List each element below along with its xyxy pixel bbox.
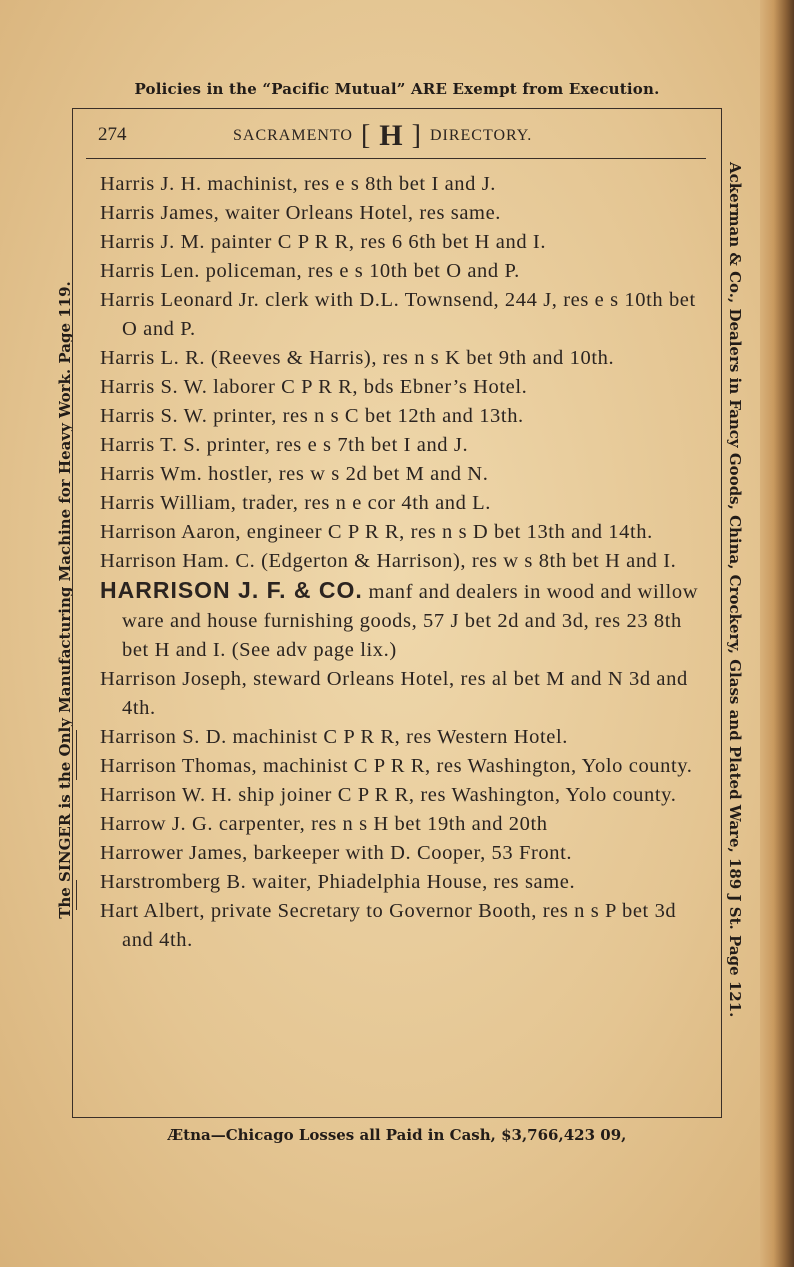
featured-directory-entry: [100, 576, 704, 665]
directory-entry: Harris Len. policeman, res e s 10th bet O and P.: [100, 260, 520, 282]
bracket-close: ]: [411, 120, 422, 151]
directory-entry: Harris S. W. printer, res n s C bet 12th and 13th.: [100, 405, 524, 427]
directory-entry: Harris L. R. (Reeves & Harris), res n s K bet 9th and 10th.: [100, 347, 615, 369]
directory-entry: Harris J. M. painter C P R R, res 6 6th bet H and I.: [100, 231, 547, 253]
directory-entry: Harrison S. D. machinist C P R R, res Western Hotel.: [100, 726, 568, 748]
directory-entry: Harris Leonard Jr. clerk with D.L. Townsend, 244 J, res e s 10th bet O and P.: [100, 289, 696, 340]
right-margin-advertisement: Ackerman & Co., Dealers in Fancy Goods, China, Crockery, Glass and Plated Ware, 189 J St. Page 121.: [726, 162, 744, 1018]
margin-mark: [76, 880, 77, 910]
directory-entry: Harrow J. G. carpenter, res n s H bet 19th and 20th: [100, 813, 548, 835]
directory-title: [233, 118, 532, 154]
title-directory: DIRECTORY.: [429, 127, 533, 144]
directory-entries: [100, 170, 704, 955]
directory-entry: Harrison Aaron, engineer C P R R, res n s D bet 13th and 14th.: [100, 521, 653, 543]
directory-entry: Harris J. H. machinist, res e s 8th bet I and J.: [100, 173, 497, 195]
featured-firm-details: manf and dealers in wood and willow ware and house furnishing goods, 57 J bet 2d and 3d, res 23 8th bet H and I. (See adv page lix.): [122, 581, 699, 661]
featured-firm-name: HARRISON J. F. & CO.: [100, 577, 363, 603]
title-city: SACRAMENTO: [233, 127, 353, 144]
directory-entry: Harrison W. H. ship joiner C P R R, res Washington, Yolo county.: [100, 784, 677, 806]
directory-entry: Harrower James, barkeeper with D. Cooper, 53 Front.: [100, 842, 573, 864]
directory-entry: Harstromberg B. waiter, Phiadelphia House, res same.: [100, 871, 576, 893]
margin-mark: [76, 730, 77, 780]
running-head: [98, 118, 698, 154]
page-number: 274: [98, 124, 127, 145]
directory-entry: Harris T. S. printer, res e s 7th bet I and J.: [100, 434, 469, 456]
header-advertisement: Policies in the “Pacific Mutual” ARE Exempt from Execution.: [134, 80, 660, 98]
left-margin-advertisement: The SINGER is the Only Manufacturing Machine for Heavy Work. Page 119.: [56, 281, 74, 919]
directory-entry: Harrison Ham. C. (Edgerton & Harrison), res w s 8th bet H and I.: [100, 550, 677, 572]
directory-entry: Harrison Joseph, steward Orleans Hotel, res al bet M and N 3d and 4th.: [100, 668, 688, 719]
footer-advertisement: Ætna—Chicago Losses all Paid in Cash, $3,766,423 09,: [167, 1126, 627, 1144]
header-rule: [86, 158, 706, 159]
section-letter: H: [379, 119, 404, 152]
directory-entry: Harris S. W. laborer C P R R, bds Ebner’s Hotel.: [100, 376, 528, 398]
directory-entry: Harris James, waiter Orleans Hotel, res same.: [100, 202, 501, 224]
directory-entry: Harris Wm. hostler, res w s 2d bet M and N.: [100, 463, 489, 485]
book-spine-edge: [760, 0, 794, 1267]
bracket-open: [: [360, 120, 372, 151]
directory-entry: Harrison Thomas, machinist C P R R, res Washington, Yolo county.: [100, 755, 693, 777]
directory-entry: Hart Albert, private Secretary to Governor Booth, res n s P bet 3d and 4th.: [100, 900, 677, 951]
directory-entry: Harris William, trader, res n e cor 4th and L.: [100, 492, 492, 514]
